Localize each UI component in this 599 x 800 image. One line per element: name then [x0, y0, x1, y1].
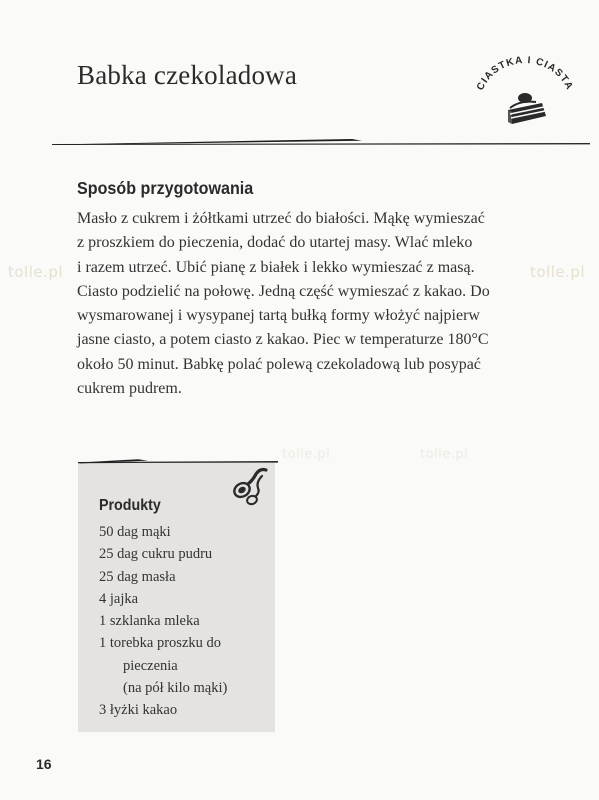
watermark: tolle.pl	[282, 447, 331, 462]
products-heading: Produkty	[99, 497, 161, 514]
list-item: 4 jajka	[99, 590, 139, 607]
method-line: Masło z cukrem i żółtkami utrzeć do białości. Mąkę wymieszać	[77, 210, 485, 227]
method-line: Ciasto podzielić na połowę. Jedną część wymieszać z kakao. Do	[77, 282, 490, 300]
cake-slice-icon	[470, 48, 580, 138]
ingredients-list	[99, 521, 227, 722]
list-item: 3 łyżki kakao	[99, 702, 178, 719]
list-item: pieczenia	[123, 657, 178, 674]
badge-label: CIASTKA I CIASTA	[474, 55, 576, 93]
header-divider	[52, 136, 590, 146]
watermark: tolle.pl	[8, 263, 64, 281]
method-heading: Sposób przygotowania	[77, 178, 254, 198]
svg-text:CIASTKA I CIASTA	[475, 55, 575, 92]
method-line: z proszkiem do pieczenia, dodać do utartej masy. Wlać mleko	[77, 234, 473, 252]
method-line: wysmarowanej i wysypanej tartą bułką formy włożyć najpierw	[77, 307, 480, 325]
watermark: tolle.pl	[530, 263, 586, 281]
method-text	[77, 207, 567, 401]
list-item: 1 szklanka mleka	[99, 613, 200, 630]
list-item: 50 dag mąki	[99, 524, 171, 540]
method-line: i razem utrzeć. Ubić pianę z białek i lekko wymieszać z masą.	[77, 258, 475, 276]
measuring-spoon-icon	[226, 462, 274, 510]
list-item: (na pół kilo mąki)	[123, 680, 228, 697]
list-item: 25 dag masła	[99, 568, 176, 585]
method-line: cukrem pudrem.	[77, 380, 182, 398]
page-title: Babka czekoladowa	[77, 60, 298, 90]
method-line: około 50 minut. Babkę polać polewą czekoladową lub posypać	[77, 355, 481, 373]
list-item: 25 dag cukru pudru	[99, 546, 213, 563]
watermark: tolle.pl	[420, 447, 469, 462]
method-line: jasne ciasto, a potem ciasto z kakao. Piec w temperaturze 180°C	[77, 331, 489, 349]
list-item: 1 torebka proszku do	[99, 635, 222, 652]
category-badge	[470, 48, 580, 138]
page-number: 16	[36, 756, 52, 772]
